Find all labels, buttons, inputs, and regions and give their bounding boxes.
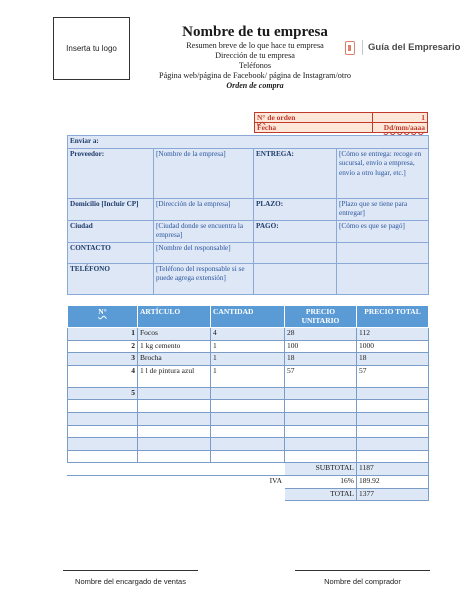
item-total[interactable]: [357, 438, 429, 451]
item-number: 3: [68, 353, 138, 366]
contacto-field[interactable]: [Nombre del responsable]: [154, 242, 254, 263]
item-article[interactable]: 1 kg cemento: [138, 340, 211, 353]
iva-value[interactable]: 189.92: [357, 475, 429, 488]
item-quantity[interactable]: 1: [211, 353, 285, 366]
empty-cell: [68, 488, 138, 501]
items-header-row: [68, 306, 429, 328]
proveedor-field[interactable]: [Nombre de la empresa]: [154, 148, 254, 198]
iva-label: IVA: [211, 475, 285, 488]
table-row: [68, 400, 429, 413]
subtotal-label: SUBTOTAL: [285, 463, 357, 476]
item-quantity[interactable]: 1: [211, 365, 285, 387]
item-total[interactable]: 57: [357, 365, 429, 387]
order-number-row: [255, 113, 428, 123]
document-header: [120, 24, 390, 91]
brand-name: Guía del Empresario: [368, 42, 461, 53]
buyer-signature-line: [295, 570, 430, 586]
telefono-label: TELÉFONO: [68, 263, 154, 294]
ciudad-field[interactable]: [Ciudad donde se encuentra la empresa]: [154, 220, 254, 242]
item-total[interactable]: 18: [357, 353, 429, 366]
item-total[interactable]: [357, 412, 429, 425]
item-quantity[interactable]: [211, 412, 285, 425]
item-article[interactable]: [138, 438, 211, 451]
items-table: [67, 305, 429, 501]
subtotal-row: [68, 463, 429, 476]
item-number: [68, 450, 138, 463]
item-unit-price[interactable]: 28: [285, 328, 357, 341]
item-total[interactable]: [357, 387, 429, 400]
item-unit-price[interactable]: [285, 438, 357, 451]
item-number: 4: [68, 365, 138, 387]
brand-mark-icon: [345, 41, 355, 55]
table-row: [68, 340, 429, 353]
logo-placeholder[interactable]: [53, 17, 130, 80]
order-date-row: [255, 123, 428, 133]
table-row: [68, 387, 429, 400]
total-label: TOTAL: [285, 488, 357, 501]
item-unit-price[interactable]: 18: [285, 353, 357, 366]
seller-signature-line: [63, 570, 198, 586]
shipping-info-table: [67, 135, 429, 295]
plazo-label: PLAZO:: [254, 198, 337, 220]
contacto-empty-cell: [337, 242, 429, 263]
table-row: [68, 353, 429, 366]
enviar-label: Enviar a:: [68, 136, 429, 149]
telefono-field[interactable]: [Teléfono del responsable si se puede agrega extensión]: [154, 263, 254, 294]
order-date-value[interactable]: Dd/mm/aaaa: [383, 123, 425, 132]
entrega-field[interactable]: [Cómo se entrega: recoge en sucursal, envío a empresa, envío a otro lugar, etc.]: [337, 148, 429, 198]
total-value[interactable]: 1377: [357, 488, 429, 501]
telefono-empty-cell: [337, 263, 429, 294]
table-row: [68, 438, 429, 451]
item-unit-price[interactable]: [285, 387, 357, 400]
order-number-label: N° de orden: [255, 113, 373, 123]
item-number: 5: [68, 387, 138, 400]
item-quantity[interactable]: [211, 400, 285, 413]
item-article[interactable]: [138, 412, 211, 425]
order-number-value[interactable]: 1: [373, 113, 428, 123]
item-number: [68, 412, 138, 425]
col-header-article: ARTÍCULO: [138, 306, 211, 328]
document-title: Orden de compra: [226, 81, 284, 90]
order-info-table: [254, 112, 428, 133]
pago-field[interactable]: [Cómo es que se pagó]: [337, 220, 429, 242]
item-number: [68, 438, 138, 451]
table-row: [68, 425, 429, 438]
item-total[interactable]: [357, 450, 429, 463]
item-quantity[interactable]: [211, 425, 285, 438]
pago-label: PAGO:: [254, 220, 337, 242]
empty-cell: [138, 463, 211, 476]
proveedor-row: [68, 148, 429, 198]
item-unit-price[interactable]: [285, 450, 357, 463]
col-header-quantity: CANTIDAD: [211, 306, 285, 328]
telefono-row: [68, 263, 429, 294]
item-number: [68, 425, 138, 438]
item-number: [68, 400, 138, 413]
subtotal-value[interactable]: 1187: [357, 463, 429, 476]
empty-cell: [68, 463, 138, 476]
plazo-field[interactable]: [Plazo que se tiene para entregar]: [337, 198, 429, 220]
item-total[interactable]: 1000: [357, 340, 429, 353]
item-article[interactable]: [138, 450, 211, 463]
brand-divider: [362, 40, 363, 55]
item-quantity[interactable]: [211, 438, 285, 451]
contacto-row: [68, 242, 429, 263]
logo-placeholder-text: Inserta tu logo: [66, 44, 117, 53]
table-row: [68, 328, 429, 341]
domicilio-field[interactable]: [Dirección de la empresa]: [154, 198, 254, 220]
item-article[interactable]: [138, 387, 211, 400]
company-name: Nombre de tu empresa: [182, 24, 328, 40]
order-date-label: Fecha: [255, 123, 373, 133]
item-unit-price[interactable]: [285, 425, 357, 438]
item-quantity[interactable]: [211, 450, 285, 463]
item-article[interactable]: Brocha: [138, 353, 211, 366]
contacto-label: CONTACTO: [68, 242, 154, 263]
empty-cell: [68, 475, 138, 488]
buyer-signature-label: Nombre del comprador: [324, 577, 401, 586]
total-row: [68, 488, 429, 501]
domicilio-row: [68, 198, 429, 220]
item-total[interactable]: [357, 400, 429, 413]
proveedor-label: Proveedor:: [68, 148, 154, 198]
item-quantity[interactable]: [211, 387, 285, 400]
empty-cell: [138, 475, 211, 488]
table-row: [68, 450, 429, 463]
table-row: [68, 365, 429, 387]
item-unit-price[interactable]: 100: [285, 340, 357, 353]
item-total[interactable]: [357, 425, 429, 438]
ciudad-label: Ciudad: [68, 220, 154, 242]
company-phones: Teléfonos: [238, 61, 272, 70]
contacto-empty-cell: [254, 242, 337, 263]
item-quantity[interactable]: 4: [211, 328, 285, 341]
item-number: 1: [68, 328, 138, 341]
empty-cell: [138, 488, 211, 501]
iva-rate[interactable]: 16%: [285, 475, 357, 488]
ciudad-row: [68, 220, 429, 242]
enviar-row: [68, 136, 429, 149]
item-unit-price[interactable]: [285, 412, 357, 425]
item-article[interactable]: 1 l de pintura azul: [138, 365, 211, 387]
table-row: [68, 412, 429, 425]
col-header-unit-price: PRECIO UNITARIO: [285, 306, 357, 328]
domicilio-label: Domicilio [Incluir CP]: [68, 198, 154, 220]
item-article[interactable]: Focos: [138, 328, 211, 341]
item-article[interactable]: [138, 425, 211, 438]
col-header-number: N°: [68, 306, 138, 328]
item-quantity[interactable]: 1: [211, 340, 285, 353]
item-unit-price[interactable]: 57: [285, 365, 357, 387]
entrega-label: ENTREGA:: [254, 148, 337, 198]
company-address: Dirección de tu empresa: [215, 51, 295, 60]
item-article[interactable]: [138, 400, 211, 413]
item-total[interactable]: 112: [357, 328, 429, 341]
company-summary: Resumen breve de lo que hace tu empresa: [186, 41, 324, 50]
item-unit-price[interactable]: [285, 400, 357, 413]
item-number: 2: [68, 340, 138, 353]
empty-cell: [211, 488, 285, 501]
telefono-empty-cell: [254, 263, 337, 294]
col-header-total-price: PRECIO TOTAL: [357, 306, 429, 328]
brand-logo: [345, 40, 460, 55]
seller-signature-label: Nombre del encargado de ventas: [75, 577, 186, 586]
company-web: Página web/página de Facebook/ página de Instagram/otro: [159, 71, 351, 80]
iva-row: [68, 475, 429, 488]
empty-cell: [211, 463, 285, 476]
